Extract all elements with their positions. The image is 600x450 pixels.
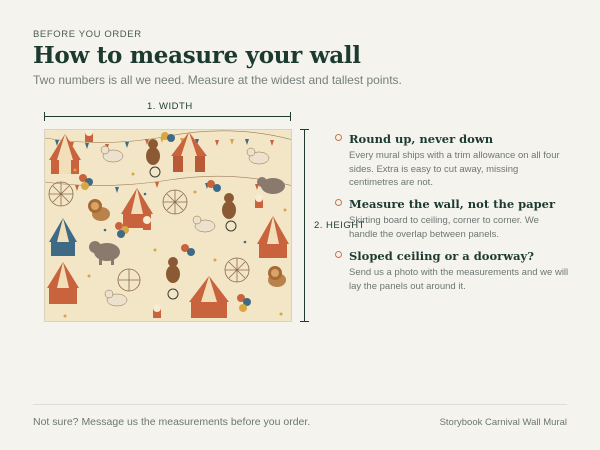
product-name: Storybook Carnival Wall Mural (439, 417, 567, 428)
height-tick-bottom (300, 321, 309, 322)
tip-title: Sloped ceiling or a doorway? (349, 249, 534, 263)
height-label: 2. HEIGHT (314, 220, 365, 231)
help-text: Not sure? Message us the measurements before you order. (33, 416, 311, 428)
tip-title: Measure the wall, not the paper (349, 197, 556, 211)
page-subtitle: Two numbers is all we need. Measure at the widest and tallest points. (33, 73, 402, 87)
mural-preview-image (44, 129, 292, 322)
width-dimension-line (45, 116, 290, 117)
page-title: How to measure your wall (33, 42, 361, 69)
height-dimension-line (304, 130, 305, 321)
tip-title: Round up, never down (349, 132, 494, 146)
bullet-icon (335, 134, 342, 141)
footer-divider (33, 404, 567, 405)
tip-body: Skirting board to ceiling, corner to corner. We handle the overlap between panels. (349, 215, 539, 240)
width-tick-right (290, 112, 291, 121)
bullet-icon (335, 251, 342, 258)
bullet-icon (335, 199, 342, 206)
tip-body: Every mural ships with a trim allowance on all four sides. Extra is easy to cut away, missing centimetres are not. (349, 150, 560, 188)
eyebrow-label: BEFORE YOU ORDER (33, 29, 142, 40)
tip-body: Send us a photo with the measurements and we will lay the panels out around it. (349, 267, 569, 292)
width-label: 1. WIDTH (147, 101, 193, 112)
